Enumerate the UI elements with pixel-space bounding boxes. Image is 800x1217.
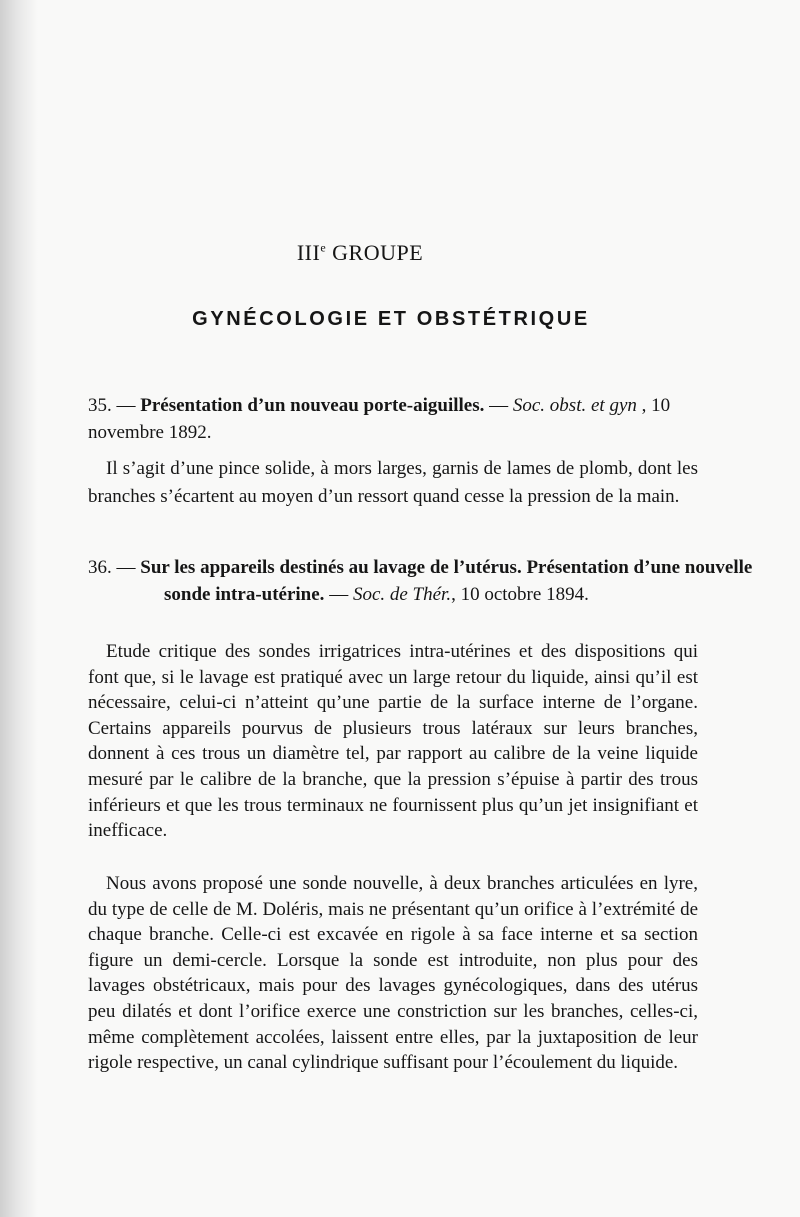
section-heading: GYNÉCOLOGIE ET OBSTÉTRIQUE: [192, 308, 590, 330]
entry-separator: —: [324, 584, 353, 605]
group-label: GROUPE: [326, 240, 424, 265]
entry-number: 36. —: [88, 557, 136, 578]
entry-title: Présentation d’un nouveau porte-aiguilles.: [140, 395, 485, 416]
entry-35: [88, 392, 698, 446]
paragraph: Nous avons proposé une sonde nouvelle, à deux branches articulées en lyre, du type de celle de M. Doléris, mais ne présentant qu’un orifice à l’extrémité de chaque branche. Celle-ci est excavée en rigole à sa face interne et sa section figure un demi-cercle. Lorsque la sonde est introduite, non plus pour des lavages obstétricaux, mais pour des lavages gynécologiques, dans des utérus peu dilatés et dont l’orifice exerce une constriction sur les branches, celles-ci, même complètement accolées, laissent entre elles, par la juxtaposition de leur rigole respective, un canal cylindrique suffisant pour l’écoulement du liquide.: [88, 873, 698, 1074]
entry-number: 35. —: [88, 395, 136, 416]
group-heading: [0, 240, 720, 266]
entry-36: [88, 554, 774, 608]
paragraph: Il s’agit d’une pince solide, à mors larges, garnis de lames de plomb, dont les branches s’écartent au moyen d’un ressort quand cesse la pression de la main.: [88, 458, 698, 507]
group-superscript: e: [320, 240, 327, 255]
scan-gutter-shadow: [0, 0, 38, 1217]
entry-date: , 10 novembre 1892.: [88, 395, 671, 443]
entry-title: Sur les appareils destinés au lavage de l’utérus. Présentation d’une nouvelle sonde intra-utérine.: [140, 557, 753, 605]
group-roman: III: [296, 240, 321, 265]
entry-reference: Soc. de Thér.: [352, 584, 452, 605]
entry-date: , 10 octobre 1894.: [451, 584, 589, 605]
entry-reference: Soc. obst. et gyn: [512, 395, 637, 416]
paragraph: Etude critique des sondes irrigatrices intra-utérines et des dispositions qui font que, si le lavage est pratiqué avec un large retour du liquide, ainsi qu’il est nécessaire, celui-ci n’atteint qu’une partie de la surface interne de l’organe. Certains appareils pourvus de plusieurs trous latéraux sur leurs branches, donnent à ces trous un diamètre tel, par rapport au calibre de la veine liquide mesuré par le calibre de la branche, que la pression s’épuise à partir des trous inférieurs et que les trous terminaux ne fournissent plus qu’un jet insignifiant et inefficace.: [88, 641, 698, 842]
entry-separator: —: [484, 395, 513, 416]
